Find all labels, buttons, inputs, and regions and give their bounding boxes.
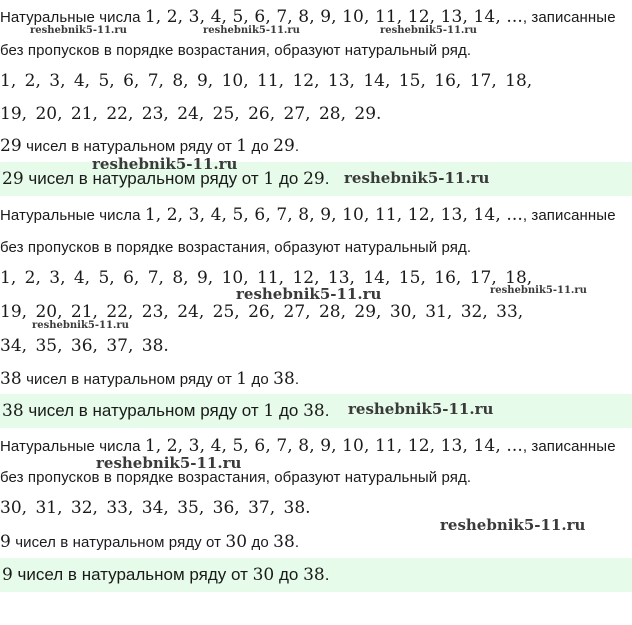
- definition-text: , записанные: [522, 9, 616, 26]
- definition-line-2: без пропусков в порядке возрастания, образуют натуральный ряд.: [0, 42, 472, 59]
- count-text: до: [274, 565, 304, 584]
- answer-statement: [2, 401, 329, 421]
- period: .: [324, 565, 330, 584]
- to-number: 29: [303, 169, 325, 189]
- count-text: чисел в натуральном ряду от: [21, 371, 237, 388]
- definition-text: Натуральные числа: [0, 9, 145, 26]
- count-text: чисел в натуральном ряду от: [10, 534, 226, 551]
- to-number: 38: [273, 369, 295, 389]
- sequence-line: 19, 20, 21, 22, 23, 24, 25, 26, 27, 28, 29.: [0, 104, 382, 124]
- definition-text: Натуральные числа: [0, 207, 145, 224]
- to-number: 38: [273, 532, 295, 552]
- definition-line-1: [0, 7, 616, 27]
- count-number: 29: [0, 136, 22, 156]
- count-number: 38: [0, 369, 22, 389]
- count-statement: [0, 136, 299, 156]
- definition-text: Натуральные числа: [0, 438, 145, 455]
- answer-box: [0, 558, 632, 592]
- count-text: до: [247, 534, 274, 551]
- answer-box: [0, 394, 632, 428]
- watermark: reshebnik5-11.ru: [344, 169, 490, 187]
- from-number: 1: [236, 369, 248, 389]
- sequence-line: 1, 2, 3, 4, 5, 6, 7, 8, 9, 10, 11, 12, 13, 14, 15, 16, 17, 18,: [0, 268, 533, 288]
- count-text: до: [247, 371, 274, 388]
- sequence-line: 34, 35, 36, 37, 38.: [0, 336, 169, 356]
- watermark: reshebnik5-11.ru: [490, 285, 587, 296]
- definition-sequence: 1, 2, 3, 4, 5, 6, 7, 8, 9, 10, 11, 12, 13, 14, ...: [144, 205, 523, 225]
- count-statement: [0, 532, 299, 552]
- count-text: до: [274, 169, 304, 188]
- count-number: 9: [2, 565, 13, 585]
- sequence-line: 1, 2, 3, 4, 5, 6, 7, 8, 9, 10, 11, 12, 13, 14, 15, 16, 17, 18,: [0, 71, 533, 91]
- period: .: [324, 169, 330, 188]
- from-number: 30: [252, 565, 275, 585]
- definition-sequence: 1, 2, 3, 4, 5, 6, 7, 8, 9, 10, 11, 12, 13, 14, ...: [144, 436, 523, 456]
- count-number: 29: [2, 169, 24, 189]
- to-number: 38: [303, 565, 325, 585]
- period: .: [294, 138, 300, 155]
- to-number: 29: [273, 136, 295, 156]
- count-text: чисел в натуральном ряду от: [23, 401, 264, 420]
- count-number: 38: [2, 401, 24, 421]
- definition-line-1: [0, 205, 616, 225]
- definition-sequence: 1, 2, 3, 4, 5, 6, 7, 8, 9, 10, 11, 12, 13, 14, ...: [144, 7, 523, 27]
- count-text: чисел в натуральном ряду от: [12, 565, 253, 584]
- watermark: reshebnik5-11.ru: [440, 516, 586, 534]
- definition-line-1: [0, 436, 616, 456]
- definition-line-2: без пропусков в порядке возрастания, образуют натуральный ряд.: [0, 469, 472, 486]
- watermark: reshebnik5-11.ru: [236, 285, 382, 303]
- watermark: reshebnik5-11.ru: [380, 25, 477, 36]
- sequence-line: 19, 20, 21, 22, 23, 24, 25, 26, 27, 28, 29, 30, 31, 32, 33,: [0, 302, 524, 322]
- watermark: reshebnik5-11.ru: [348, 400, 494, 418]
- definition-text: , записанные: [522, 207, 616, 224]
- watermark: reshebnik5-11.ru: [203, 25, 300, 36]
- from-number: 1: [236, 136, 248, 156]
- watermark: reshebnik5-11.ru: [92, 155, 238, 173]
- count-statement: [0, 369, 299, 389]
- watermark: reshebnik5-11.ru: [96, 454, 242, 472]
- definition-line-2: без пропусков в порядке возрастания, образуют натуральный ряд.: [0, 239, 472, 256]
- to-number: 38: [303, 401, 325, 421]
- from-number: 1: [263, 169, 275, 189]
- definition-text: , записанные: [522, 438, 616, 455]
- count-text: чисел в натуральном ряду от: [21, 138, 237, 155]
- count-text: до: [247, 138, 274, 155]
- watermark: reshebnik5-11.ru: [30, 25, 127, 36]
- count-number: 9: [0, 532, 11, 552]
- from-number: 1: [263, 401, 275, 421]
- period: .: [294, 371, 300, 388]
- count-text: до: [274, 401, 304, 420]
- answer-statement: [2, 565, 329, 585]
- period: .: [294, 534, 300, 551]
- count-text: чисел в натуральном ряду от: [23, 169, 264, 188]
- sequence-line: 30, 31, 32, 33, 34, 35, 36, 37, 38.: [0, 498, 311, 518]
- period: .: [324, 401, 330, 420]
- watermark: reshebnik5-11.ru: [32, 320, 129, 331]
- from-number: 30: [225, 532, 248, 552]
